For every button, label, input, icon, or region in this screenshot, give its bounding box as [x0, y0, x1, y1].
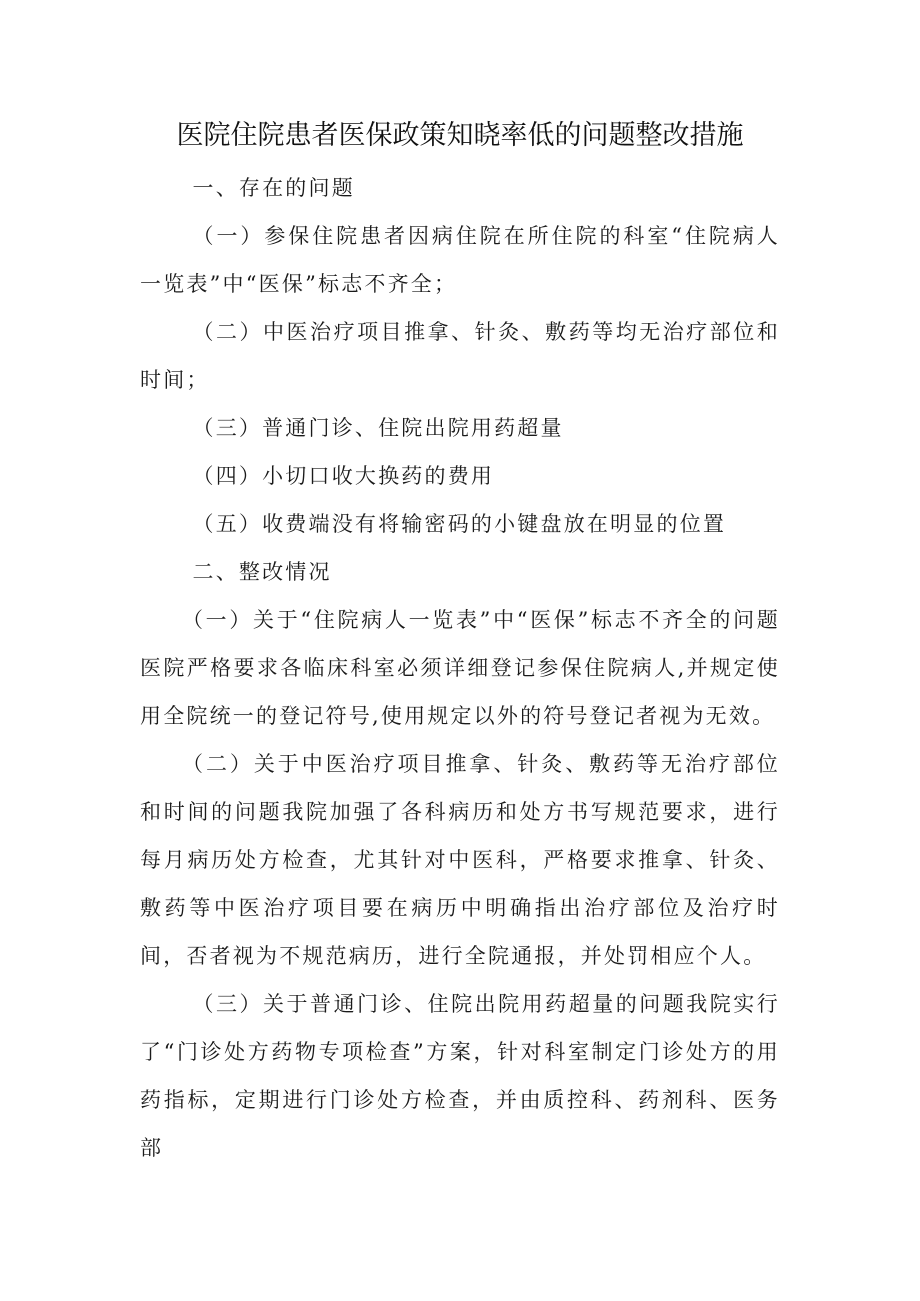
- paragraph: （三）普通门诊、住院出院用药超量: [192, 416, 564, 440]
- paragraph: （一）关于“住院病人一览表”中“医保”标志不齐全的问题医院严格要求各临床科室必须详细登记参保住院病人,并规定使用全院统一的登记符号,使用规定以外的符号登记者视为无效。: [140, 608, 780, 728]
- document-body: [140, 164, 780, 1172]
- paragraph: （四）小切口收大换药的费用: [192, 464, 495, 488]
- paragraph: （二）中医治疗项目推拿、针灸、敷药等均无治疗部位和时间；: [140, 320, 780, 392]
- document-title: 医院住院患者医保政策知晓率低的问题整改措施: [176, 120, 744, 151]
- paragraph: （五）收费端没有将输密码的小键盘放在明显的位置: [192, 512, 727, 536]
- section-heading: 二、整改情况: [192, 560, 332, 584]
- paragraph: （二）关于中医治疗项目推拿、针灸、敷药等无治疗部位和时间的问题我院加强了各科病历和处方书写规范要求，进行每月病历处方检查，尤其针对中医科，严格要求推拿、针灸、敷药等中医治疗项目要在病历中明确指出治疗部位及治疗时间，否者视为不规范病历，进行全院通报，并处罚相应个人。: [140, 752, 780, 968]
- paragraph: （三）关于普通门诊、住院出院用药超量的问题我院实行了“门诊处方药物专项检查”方案，针对科室制定门诊处方的用药指标，定期进行门诊处方检查，并由质控科、药剂科、医务部: [140, 992, 780, 1160]
- section-heading: 一、存在的问题: [192, 176, 355, 200]
- paragraph: （一）参保住院患者因病住院在所住院的科室“住院病人一览表”中“医保”标志不齐全；: [140, 224, 780, 296]
